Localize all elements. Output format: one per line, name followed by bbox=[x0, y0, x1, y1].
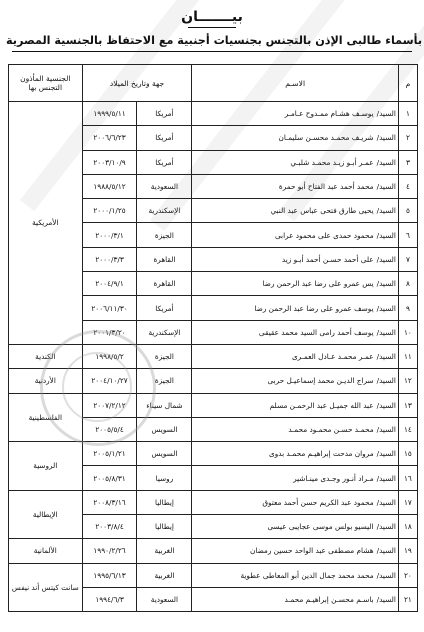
applicant-name-cell bbox=[192, 102, 399, 126]
birth-place: أمريكا bbox=[137, 126, 192, 150]
row-number: ٢١ bbox=[398, 587, 417, 611]
birth-place: القاهرة bbox=[137, 247, 192, 271]
row-number: ١٣ bbox=[398, 393, 417, 417]
honorific: السيد/ bbox=[376, 425, 396, 434]
row-number: ٥ bbox=[398, 199, 417, 223]
honorific: السيد/ bbox=[376, 279, 396, 289]
honorific: السيد/ bbox=[376, 254, 396, 264]
birth-place: الجيزة bbox=[137, 344, 192, 368]
birth-date: ٢٠٠٠/١/٢٥ bbox=[82, 199, 137, 223]
honorific: السيد/ bbox=[376, 546, 396, 556]
applicant-name-cell bbox=[192, 296, 399, 320]
applicant-name: باسـم محسـن إبراهيـم محمـد bbox=[284, 595, 374, 605]
birth-place: السعودية bbox=[137, 174, 192, 198]
table-row bbox=[9, 563, 418, 587]
honorific: السيد/ bbox=[376, 400, 396, 410]
honorific: السيد/ bbox=[376, 157, 396, 167]
honorific: السيد/ bbox=[376, 327, 396, 337]
birth-place: أمريكا bbox=[137, 296, 192, 320]
applicant-name: يوسـف هشـام ممـدوح عـامـر bbox=[284, 109, 374, 119]
birth-place: أمريكا bbox=[137, 150, 192, 174]
header-nationality: الجنسية المأذون التجنس بها bbox=[9, 65, 83, 102]
applicant-name-cell bbox=[192, 490, 399, 514]
table-row bbox=[9, 442, 418, 466]
applicant-name-cell bbox=[192, 150, 399, 174]
applicant-name-cell bbox=[192, 417, 399, 441]
applicant-name: يوسف أحمد رامى السيد محمد عقيقى bbox=[258, 327, 374, 337]
nationality-cell: سانت كيتس أند نيفس bbox=[9, 563, 83, 612]
birth-date: ٢٠٠٠/٣/١ bbox=[82, 223, 137, 247]
honorific: السيد/ bbox=[376, 352, 396, 362]
applicant-name: مروان مدحت إبراهيـم محمـد بدوى bbox=[269, 449, 374, 459]
row-number: ١٤ bbox=[398, 417, 417, 441]
birth-place: السويس bbox=[137, 442, 192, 466]
honorific: السيد/ bbox=[376, 303, 396, 313]
applicant-name-cell bbox=[192, 126, 399, 150]
birth-date: ١٩٩٥/٦/١٣ bbox=[82, 563, 137, 587]
nationality-cell: الفلسطينية bbox=[9, 393, 83, 442]
applicant-name-cell bbox=[192, 247, 399, 271]
row-number: ١٥ bbox=[398, 442, 417, 466]
applicant-name: شريـف محمـد محسـن سليمـان bbox=[278, 133, 374, 143]
applicant-name-cell bbox=[192, 272, 399, 296]
birth-place: الجيزة bbox=[137, 223, 192, 247]
nationality-cell: الأردنية bbox=[9, 369, 83, 393]
birth-place: السويس bbox=[137, 417, 192, 441]
birth-date: ٢٠٠٥/٨/٣١ bbox=[82, 466, 137, 490]
birth-place: السعودية bbox=[137, 587, 192, 611]
applicant-name: هشام مصطفى عبد الواحد حسين رمضان bbox=[250, 546, 374, 556]
applicant-name: محمود عبد الكريم حسن أحمد معتوق bbox=[262, 497, 374, 507]
row-number: ١٩ bbox=[398, 539, 417, 563]
row-number: ١٢ bbox=[398, 369, 417, 393]
applicant-name-cell bbox=[192, 369, 399, 393]
row-number: ١٦ bbox=[398, 466, 417, 490]
document-subtitle: بأسماء طالبى الإذن بالتجنس بجنسيات أجنبية مع الاحتفاظ بالجنسية المصرية bbox=[6, 34, 423, 47]
row-number: ١٠ bbox=[398, 320, 417, 344]
birth-place: الإسكندرية bbox=[137, 320, 192, 344]
birth-place: أمريكا bbox=[137, 102, 192, 126]
applicant-name-cell bbox=[192, 539, 399, 563]
applicant-name: عبد الله جميـل عبد الرحمـن مسلم bbox=[269, 400, 374, 410]
birth-date: ٢٠٠١/٣/٢٠ bbox=[82, 320, 137, 344]
birth-date: ٢٠٠٣/١٠/٩ bbox=[82, 150, 137, 174]
row-number: ٢ bbox=[398, 126, 417, 150]
honorific: السيد/ bbox=[376, 473, 396, 483]
document-title: بيـــــــان bbox=[181, 9, 243, 25]
row-number: ٨ bbox=[398, 272, 417, 296]
honorific: السيد/ bbox=[376, 522, 396, 532]
table-row bbox=[9, 102, 418, 126]
honorific: السيد/ bbox=[376, 182, 396, 192]
applicant-name-cell bbox=[192, 515, 399, 539]
birth-date: ١٩٨٨/٥/١٢ bbox=[82, 174, 137, 198]
applicant-name: عمـر محمـد عـادل العمـرى bbox=[291, 352, 374, 362]
birth-date: ٢٠٠٠/٣/٣ bbox=[82, 247, 137, 271]
row-number: ١١ bbox=[398, 344, 417, 368]
birth-date: ٢٠٠٦/٦/٢٣ bbox=[82, 126, 137, 150]
birth-place: إيطاليا bbox=[137, 490, 192, 514]
applicant-name: محمد محمد جمال الدين أبو المعاطى عطوية bbox=[240, 570, 374, 580]
table-header-row bbox=[9, 65, 418, 102]
birth-place: روسيا bbox=[137, 466, 192, 490]
honorific: السيد/ bbox=[376, 449, 396, 459]
applicant-name-cell bbox=[192, 344, 399, 368]
row-number: ٧ bbox=[398, 247, 417, 271]
honorific: السيد/ bbox=[376, 109, 396, 119]
nationality-cell: الإيطالية bbox=[9, 490, 83, 539]
birth-place: شمال سيناء bbox=[137, 393, 192, 417]
nationality-cell: الكندية bbox=[9, 344, 83, 368]
birth-place: الغربية bbox=[137, 563, 192, 587]
table-row bbox=[9, 490, 418, 514]
applicant-name: اليسيو بولس موسى عجايبى عيسى bbox=[267, 522, 374, 532]
nationality-cell: الأمريكية bbox=[9, 102, 83, 345]
applicant-name-cell bbox=[192, 223, 399, 247]
row-number: ٦ bbox=[398, 223, 417, 247]
honorific: السيد/ bbox=[376, 376, 396, 386]
birth-place: الإسكندرية bbox=[137, 199, 192, 223]
honorific: السيد/ bbox=[376, 230, 396, 240]
header-name: الاسـم bbox=[192, 65, 399, 102]
birth-date: ٢٠٠٤/١٠/٢٧ bbox=[82, 369, 137, 393]
applicant-name: محمود حمدى على محمود عرابى bbox=[274, 230, 374, 240]
seal-watermark-inner bbox=[62, 352, 132, 422]
applicant-name-cell bbox=[192, 442, 399, 466]
honorific: السيد/ bbox=[376, 133, 396, 143]
birth-date: ١٩٩٨/٥/٢ bbox=[82, 344, 137, 368]
birth-place: القاهرة bbox=[137, 272, 192, 296]
applicant-name: محمـد حسـن محمـود محمـد bbox=[288, 425, 374, 434]
birth-date: ٢٠٠٨/٣/١٦ bbox=[82, 490, 137, 514]
nationality-cell: الروسية bbox=[9, 442, 83, 491]
header-num: م bbox=[398, 65, 417, 102]
applicant-name: يس عمرو على رضا عبد الرحمن رضا bbox=[262, 279, 374, 289]
table-row bbox=[9, 539, 418, 563]
birth-date: ٢٠٠٧/٢/١٢ bbox=[82, 393, 137, 417]
nationality-cell: الألمانية bbox=[9, 539, 83, 563]
honorific: السيد/ bbox=[376, 570, 396, 580]
birth-place: الجيزة bbox=[137, 369, 192, 393]
applicant-name-cell bbox=[192, 466, 399, 490]
birth-date: ٢٠٠٣/٨/٤ bbox=[82, 515, 137, 539]
honorific: السيد/ bbox=[376, 497, 396, 507]
birth-place: إيطاليا bbox=[137, 515, 192, 539]
applicant-name: محمد أحمد عبد الفتاح أبو حمرة bbox=[278, 182, 374, 192]
title-underline bbox=[188, 27, 236, 28]
row-number: ١ bbox=[398, 102, 417, 126]
row-number: ٢٠ bbox=[398, 563, 417, 587]
applicant-name-cell bbox=[192, 393, 399, 417]
applicant-name-cell bbox=[192, 320, 399, 344]
honorific: السيد/ bbox=[376, 206, 396, 216]
row-number: ١٧ bbox=[398, 490, 417, 514]
birth-date: ٢٠٠٥/١/٢١ bbox=[82, 442, 137, 466]
applicant-name-cell bbox=[192, 174, 399, 198]
applicant-name: يوسف عمرو على رضا عبد الرحمن رضا bbox=[254, 303, 374, 313]
honorific: السيد/ bbox=[376, 595, 396, 605]
subtitle-underline bbox=[12, 51, 412, 52]
birth-place: الغربية bbox=[137, 539, 192, 563]
applicant-name-cell bbox=[192, 199, 399, 223]
applicant-name-cell bbox=[192, 563, 399, 587]
applicant-name-cell bbox=[192, 587, 399, 611]
row-number: ٣ bbox=[398, 150, 417, 174]
applicant-name: يحيى طارق فتحى عباس عبد النبي bbox=[270, 206, 374, 216]
header-dob: جهة وتاريخ الميلاد bbox=[82, 65, 192, 102]
birth-date: ٢٠٠٦/١١/٣٠ bbox=[82, 296, 137, 320]
applicant-name: مـراد أنـور وجـدى مينـاشير bbox=[293, 473, 374, 483]
applicant-name: سراج الديـن محمد إسماعيـل حربى bbox=[267, 376, 374, 386]
birth-date: ٢٠٠٥/٥/٤ bbox=[82, 417, 137, 441]
row-number: ٤ bbox=[398, 174, 417, 198]
row-number: ١٨ bbox=[398, 515, 417, 539]
birth-date: ١٩٩٠/٢/٢٦ bbox=[82, 539, 137, 563]
birth-date: ١٩٩٤/٦/٣ bbox=[82, 587, 137, 611]
birth-date: ٢٠٠٤/٩/١ bbox=[82, 272, 137, 296]
row-number: ٩ bbox=[398, 296, 417, 320]
applicant-name: على أحمد حسـن أحمد أبـو زيد bbox=[281, 254, 374, 264]
birth-date: ١٩٩٩/٥/١١ bbox=[82, 102, 137, 126]
applicant-name: عمـر أبـو زيـد محمـد شلبـي bbox=[290, 157, 374, 167]
